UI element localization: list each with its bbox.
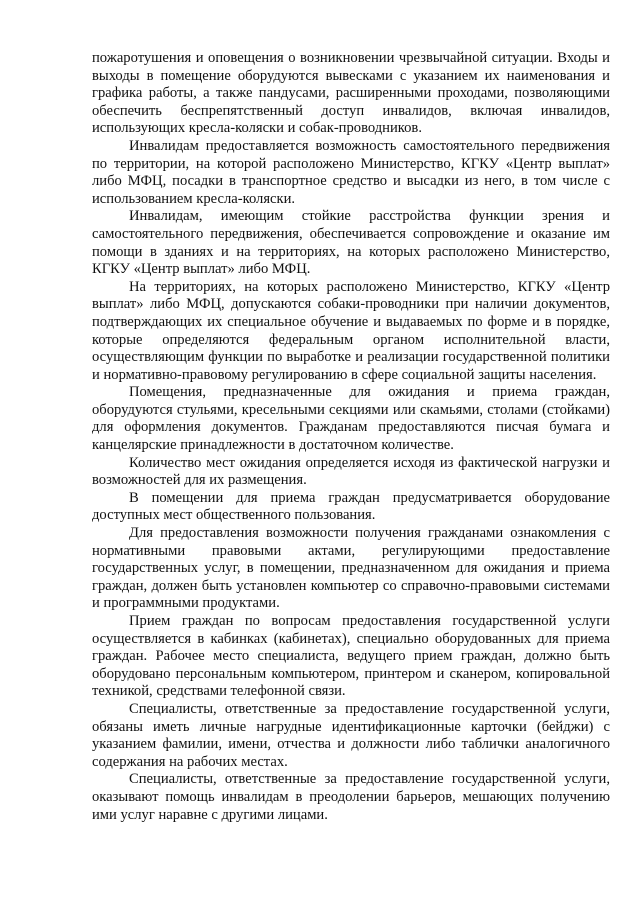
paragraph-2: Инвалидам предоставляется возможность самостоятельного передвижения по территории, на которой расположено Министерство, КГКУ «Центр выплат» либо МФЦ, посадки в транспортное средство и высадки из него, в том числе с использованием кресла-коляски.	[92, 137, 610, 207]
paragraph-10: Специалисты, ответственные за предоставление государственной услуги, обязаны иметь личные нагрудные идентификационные карточки (бейджи) с указанием фамилии, имени, отчества и должности либо таблички аналогичного содержания на рабочих местах.	[92, 700, 610, 770]
paragraph-7: В помещении для приема граждан предусматривается оборудование доступных мест общественного пользования.	[92, 489, 610, 524]
paragraph-5: Помещения, предназначенные для ожидания и приема граждан, оборудуются стульями, кресельными секциями или скамьями, столами (стойками) для оформления документов. Гражданам предоставляются писчая бумага и канцелярские принадлежности в достаточном количестве.	[92, 384, 610, 454]
paragraph-8: Для предоставления возможности получения гражданами ознакомления с нормативными правовыми актами, регулирующими предоставление государственных услуг, в помещении, предназначенном для ожидания и приема граждан, должен быть установлен компьютер со справочно-правовыми системами и программными продуктами.	[92, 525, 610, 612]
paragraph-3: Инвалидам, имеющим стойкие расстройства функции зрения и самостоятельного передвижения, обеспечивается сопровождение и оказание им помощи в зданиях и на территориях, на которых расположено Министерство, КГКУ «Центр выплат» либо МФЦ.	[92, 208, 610, 278]
paragraph-11: Специалисты, ответственные за предоставление государственной услуги, оказывают помощь инвалидам в преодолении барьеров, мешающих получению ими услуг наравне с другими лицами.	[92, 771, 610, 823]
paragraph-6: Количество мест ожидания определяется исходя из фактической нагрузки и возможностей для их размещения.	[92, 454, 610, 489]
paragraph-9: Прием граждан по вопросам предоставления государственной услуги осуществляется в кабинках (кабинетах), специально оборудованных для приема граждан. Рабочее место специалиста, ведущего прием граждан, должно быть оборудовано персональным компьютером, принтером и сканером, копировальной техникой, средствами телефонной связи.	[92, 613, 610, 700]
paragraph-1: пожаротушения и оповещения о возникновении чрезвычайной ситуации. Входы и выходы в помещение оборудуются вывесками с указанием их наименования и графика работы, а также пандусами, расширенными проходами, позволяющими обеспечить беспрепятственный доступ инвалидов, включая инвалидов, использующих кресла-коляски и собак-проводников.	[92, 50, 610, 137]
document-page	[92, 50, 610, 824]
paragraph-4: На территориях, на которых расположено Министерство, КГКУ «Центр выплат» либо МФЦ, допускаются собаки-проводники при наличии документов, подтверждающих их специальное обучение и выдаваемых по форме и в порядке, которые определяются федеральным органом исполнительной власти, осуществляющим функции по выработке и реализации государственной политики и нормативно-правовому регулированию в сфере социальной защиты населения.	[92, 278, 610, 383]
